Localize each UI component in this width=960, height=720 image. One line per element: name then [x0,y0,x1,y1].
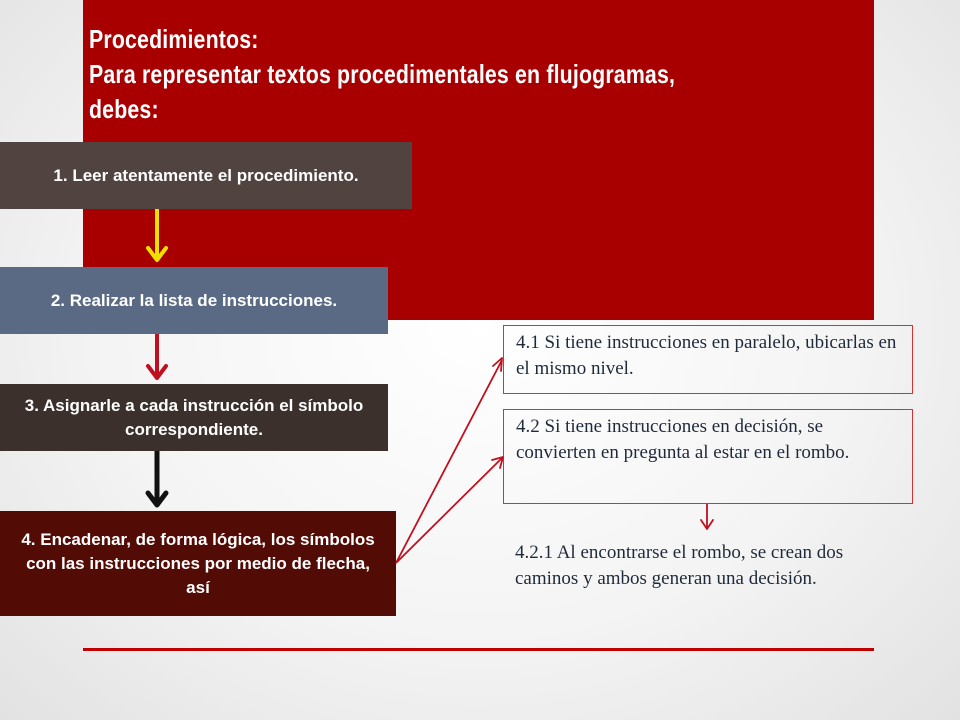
note-4-1-text: 4.1 Si tiene instrucciones en paralelo, ubicarlas en el mismo nivel. [516,332,897,379]
title-line-3: debes: [89,94,159,124]
title-line-1: Procedimientos: [89,24,259,54]
step-4-label: 4. Encadenar, de forma lógica, los símbolos con las instrucciones por medio de flecha, así [21,529,375,597]
arrow-step1-to-step2 [148,209,166,260]
arrow-step3-to-step4 [148,451,166,505]
step-3-label: 3. Asignarle a cada instrucción el símbolo correspondiente. [24,395,364,439]
note-4-2-1-text: 4.2.1 Al encontrarse el rombo, se crean dos caminos y ambos generan una decisión. [515,542,844,589]
arrow-step2-to-step3 [148,334,166,378]
step-1-label: 1. Leer atentamente el procedimiento. [53,165,359,185]
title-line-2: Para representar textos procedimentales en flujogramas, [89,59,676,89]
note-4-2-text: 4.2 Si tiene instrucciones en decisión, se convierten en pregunta al estar en el rombo. [516,416,850,463]
arrow-step4-to-note-4-1 [396,358,502,563]
arrow-note-4-2-to-note-4-2-1 [701,504,713,529]
step-2-label: 2. Realizar la lista de instrucciones. [50,290,338,310]
arrow-step4-to-note-4-2 [396,457,503,563]
